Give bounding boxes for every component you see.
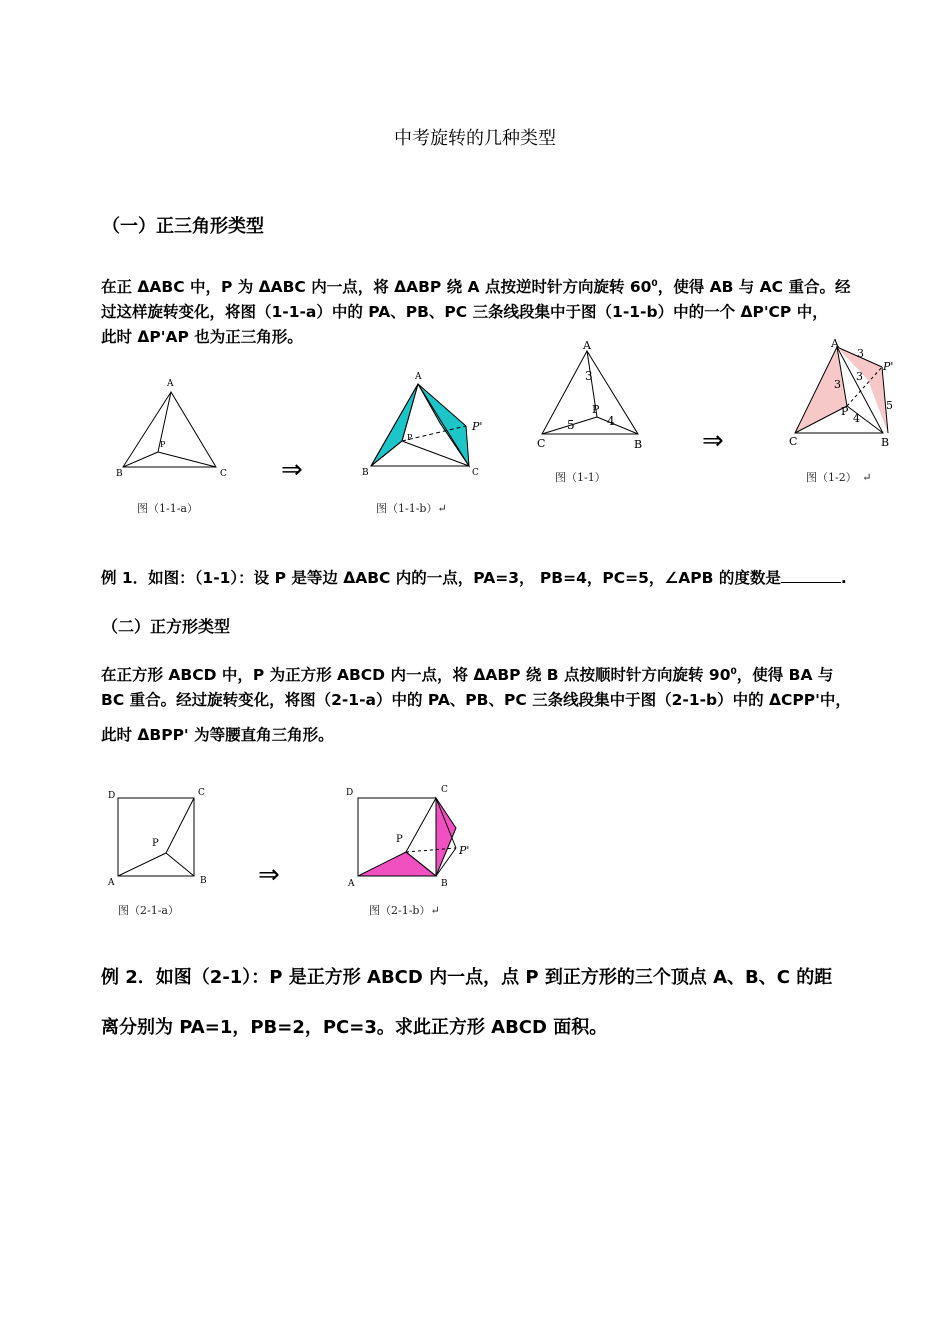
label-c: C	[198, 788, 205, 798]
label-4: 4	[607, 414, 615, 428]
segment-pc	[158, 452, 216, 467]
answer-blank[interactable]	[781, 568, 841, 583]
label-a: A	[415, 372, 422, 382]
label-3-c: 3	[834, 378, 841, 391]
label-5: 5	[567, 418, 575, 432]
section-heading-triangle: （一）正三角形类型	[102, 216, 264, 237]
caption-fig-1-2: 图（1-2） ↵	[806, 471, 872, 484]
label-a: A	[831, 337, 839, 350]
label-a: A	[167, 379, 174, 389]
example-1: 例 1．如图：（1-1）：设 P 是等边 ΔABC 内的一点，PA=3， PB=4，PC=5，∠APB 的度数是 .	[101, 569, 847, 587]
label-a: A	[108, 878, 115, 888]
label-b: B	[441, 879, 448, 889]
label-p: P	[592, 403, 600, 416]
arrow-icon: ⇒	[702, 426, 724, 456]
figure-2-1-b	[340, 780, 480, 892]
arrow-icon: ⇒	[281, 455, 303, 485]
label-5: 5	[886, 399, 893, 412]
label-p-prime: P'	[883, 360, 894, 373]
label-p-prime: P'	[459, 844, 470, 857]
label-d: D	[108, 791, 116, 801]
magenta-region-bottom	[358, 852, 436, 876]
section-heading-square: （二）正方形类型	[102, 617, 231, 636]
label-b: B	[634, 438, 643, 451]
label-a: A	[348, 879, 355, 889]
figure-1-2	[785, 333, 905, 458]
paragraph-square: 在正方形 ABCD 中，P 为正方形 ABCD 内一点，将 ΔABP 绕 B 点按顺时针方向旋转 $90^0$，使得 BA 与 BC 重合。经过旋转变化，将图（2-1-a）中的 PA、PB、PC 三条线段集中于图（2-1-b）中的 ΔCPP'中， 此时 ΔBPP' 为等腰直角三角形。	[101, 666, 851, 745]
label-3: 3	[585, 369, 593, 383]
magenta-region-right	[436, 798, 456, 876]
figure-1-1-a	[110, 372, 240, 484]
figure-1-1	[530, 335, 655, 457]
label-d: D	[346, 788, 354, 798]
label-p: P	[407, 433, 413, 442]
label-c: C	[441, 785, 448, 795]
label-b: B	[362, 468, 369, 478]
label-b: B	[116, 469, 123, 479]
label-a: A	[583, 339, 591, 352]
label-c: C	[789, 435, 798, 448]
triangle-abc	[123, 392, 216, 467]
caption-fig-2-1-a: 图（2-1-a）	[118, 904, 179, 917]
label-c: C	[220, 469, 227, 479]
caption-fig-1-1: 图（1-1）	[555, 471, 606, 484]
caption-fig-2-1-b: 图（2-1-b）↵	[369, 904, 440, 917]
label-c: C	[472, 468, 479, 478]
arrow-icon: ⇒	[258, 860, 280, 890]
label-b: B	[881, 436, 890, 449]
label-3-b: 3	[856, 370, 863, 383]
label-c: C	[537, 437, 546, 450]
example-2: 例 2．如图（2-1）：P 是正方形 ABCD 内一点，点 P 到正方形的三个顶点 A、B、C 的距 离分别为 PA=1，PB=2，PC=3。求此正方形 ABCD 面积。	[101, 967, 833, 1038]
figure-2-1-a	[100, 783, 218, 891]
label-b: B	[200, 876, 207, 886]
label-p-prime: P'	[472, 420, 483, 433]
label-p: P	[396, 834, 403, 845]
label-p: P	[841, 405, 849, 418]
caption-fig-1-1-a: 图（1-1-a）	[137, 502, 198, 515]
label-p: P	[160, 440, 166, 449]
paragraph-triangle: 在正 ΔABC 中，P 为 ΔABC 内一点，将 ΔABP 绕 A 点按逆时针方向旋转 $60^0$，使得 AB 与 AC 重合。经 过这样旋转变化，将图（1-1-a）中的 PA、PB、PC 三条线段集中于图（1-1-b）中的一个 ΔP'CP 中， 此时 ΔP'AP 也为正三角形。	[101, 278, 851, 347]
caption-fig-1-1-b: 图（1-1-b）↵	[376, 502, 447, 515]
figure-1-1-b	[356, 368, 496, 486]
label-p: P	[152, 838, 159, 849]
page-title: 中考旋转的几种类型	[394, 128, 556, 149]
label-4: 4	[853, 412, 860, 425]
label-3: 3	[857, 347, 864, 360]
